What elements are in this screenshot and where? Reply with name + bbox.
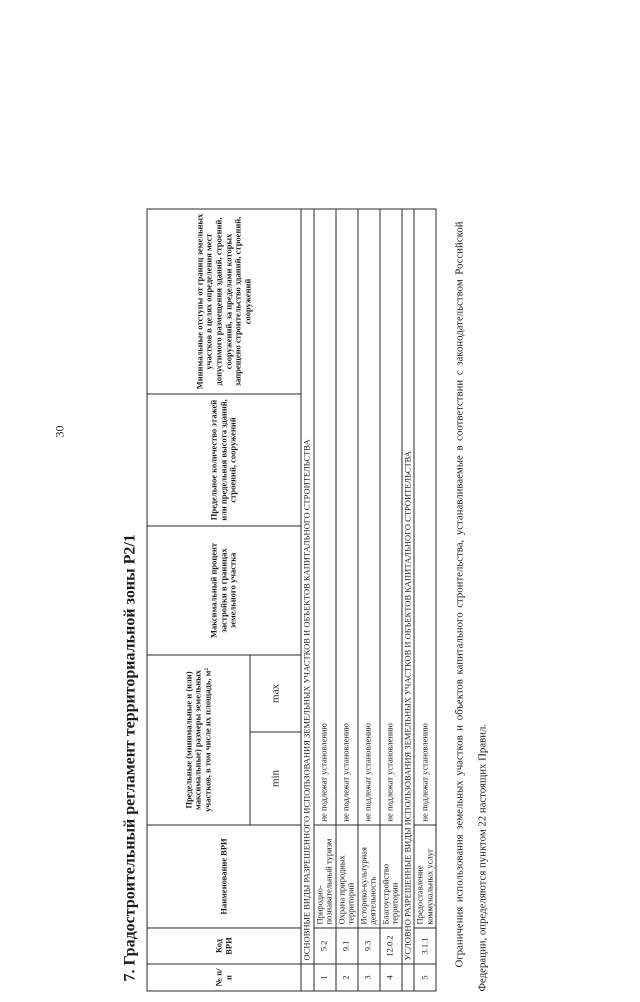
row-code: 12.0.2 bbox=[380, 928, 402, 964]
row-value: не подлежат установлению bbox=[414, 209, 436, 825]
header-size-min: min bbox=[250, 732, 301, 825]
header-floors: Предельное количество этажей или предельная высота зданий, строений, сооружений bbox=[147, 394, 301, 526]
section-conditional-title: УСЛОВНО РАЗРЕШЕННЫЕ ВИДЫ ИСПОЛЬЗОВАНИЯ ЗЕМЕЛЬНЫХ УЧАСТКОВ И ОБЪЕКТОВ КАПИТАЛЬНОГО СТРОИТЕЛЬСТВА bbox=[402, 209, 415, 964]
restrictions-note: Ограничения использования земельных участков и объектов капитального строительства, устанавливаемые в соответствии с законодательством Российской Федерации, определяются пунктом 22 настоящих Правил. bbox=[453, 221, 489, 992]
row-code: 9.1 bbox=[336, 928, 358, 964]
regulation-table bbox=[147, 208, 437, 991]
section-spacer bbox=[301, 964, 314, 991]
section-spacer bbox=[402, 964, 415, 991]
row-code: 9.3 bbox=[358, 928, 380, 964]
table-row bbox=[336, 209, 358, 991]
rotated-content bbox=[119, 201, 506, 1001]
row-value: не подлежат установлению bbox=[314, 209, 336, 825]
table-row bbox=[380, 209, 402, 991]
table-row bbox=[314, 209, 336, 991]
header-size bbox=[147, 655, 250, 825]
row-name: Охрана природных территорий bbox=[336, 825, 358, 928]
row-name: Природно-познавательный туризм bbox=[314, 825, 336, 928]
row-num: 5 bbox=[414, 964, 436, 991]
row-name: Предоставление коммунальных услуг bbox=[414, 825, 436, 928]
row-name: Благоустройство территории bbox=[380, 825, 402, 928]
row-name: Историко-культурная деятельность bbox=[358, 825, 380, 928]
header-percent: Максимальный процент застройки в границах земельного участка bbox=[147, 526, 301, 655]
section-heading: 7. Градостроительный регламент территориальной зоны Р2/1 bbox=[121, 534, 139, 982]
row-num: 3 bbox=[358, 964, 380, 991]
row-num: 4 bbox=[380, 964, 402, 991]
header-size-text: Предельные (минимальные и (или) максимальные) размеры земельных участков, в том числе их площадь, м² bbox=[183, 668, 213, 812]
row-code: 5.2 bbox=[314, 928, 336, 964]
row-value: не подлежат установлению bbox=[380, 209, 402, 825]
section-row-basic bbox=[301, 209, 314, 991]
section-basic-title: ОСНОВНЫЕ ВИДЫ РАЗРЕШЕННОГО ИСПОЛЬЗОВАНИЯ ЗЕМЕЛЬНЫХ УЧАСТКОВ И ОБЪЕКТОВ КАПИТАЛЬНОГО СТРОИТЕЛЬСТВА bbox=[301, 209, 314, 964]
header-code: Код ВРИ bbox=[147, 928, 301, 964]
header-num: № п/п bbox=[147, 964, 301, 991]
header-name: Наименование ВРИ bbox=[147, 825, 301, 928]
row-code: 3.1.1 bbox=[414, 928, 436, 964]
row-value: не подлежат установлению bbox=[336, 209, 358, 825]
row-num: 2 bbox=[336, 964, 358, 991]
row-value: не подлежат установлению bbox=[358, 209, 380, 825]
section-row-conditional bbox=[402, 209, 415, 991]
header-size-max: max bbox=[250, 655, 301, 732]
page-number: 30 bbox=[52, 425, 67, 438]
table-row bbox=[414, 209, 436, 991]
table-row bbox=[358, 209, 380, 991]
header-setbacks: Минимальные отступы от границ земельных участков в целях определения мест допустимого размещения зданий, строений, сооружений, за пределами которых запрещено строительство зданий, строений, сооружений bbox=[147, 209, 301, 394]
row-num: 1 bbox=[314, 964, 336, 991]
